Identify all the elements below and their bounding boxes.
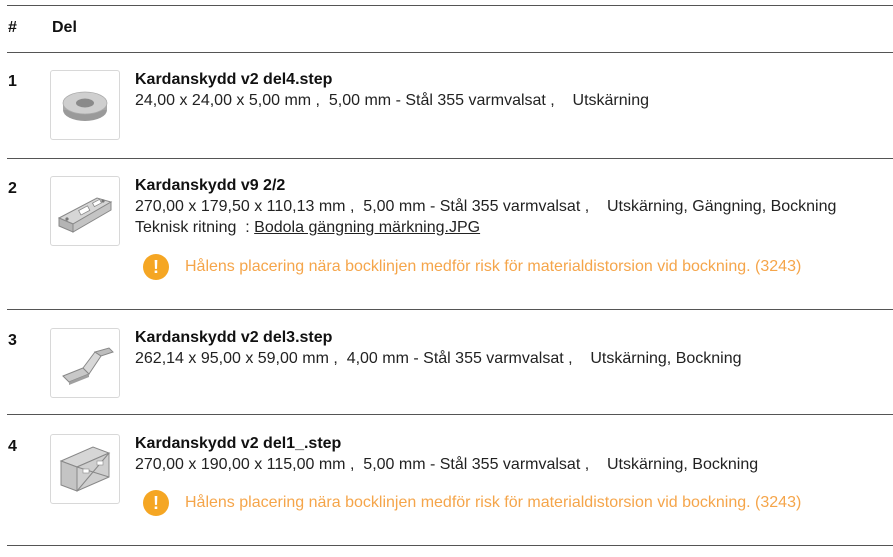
part-thumbnail[interactable] <box>50 434 120 504</box>
part-title: Kardanskydd v2 del1_.step <box>135 435 342 452</box>
part-title: Kardanskydd v2 del3.step <box>135 329 333 346</box>
bracket-part-icon <box>55 338 115 388</box>
part-dimensions: 270,00 x 190,00 x 115,00 mm , <box>135 456 355 473</box>
part-specs <box>135 456 758 474</box>
frame-part-icon <box>53 186 117 236</box>
technical-drawing-label: Teknisk ritning : <box>135 219 250 236</box>
table-top-divider <box>7 5 893 6</box>
warning-icon: ! <box>143 490 169 516</box>
part-thumbnail[interactable] <box>50 70 120 140</box>
part-thumbnail[interactable] <box>50 328 120 398</box>
part-dimensions: 262,14 x 95,00 x 59,00 mm , <box>135 350 338 367</box>
part-specs <box>135 92 649 110</box>
warning-message <box>143 490 801 516</box>
part-material: 5,00 mm - Stål 355 varmvalsat , <box>363 198 590 215</box>
row-divider <box>7 414 893 415</box>
part-material: 4,00 mm - Stål 355 varmvalsat , <box>346 350 573 367</box>
part-title: Kardanskydd v9 2/2 <box>135 177 286 194</box>
column-header-part: Del <box>52 19 77 36</box>
part-material: 5,00 mm - Stål 355 varmvalsat , <box>328 92 555 109</box>
warning-icon: ! <box>143 254 169 280</box>
row-divider <box>7 309 893 310</box>
warning-message <box>143 254 801 280</box>
column-header-number: # <box>8 19 17 36</box>
part-operations: Utskärning <box>572 92 650 109</box>
header-divider <box>7 52 893 53</box>
part-operations: Utskärning, Bockning <box>590 350 742 367</box>
row-number: 1 <box>8 73 17 90</box>
row-number: 4 <box>8 438 17 455</box>
row-number: 2 <box>8 180 17 197</box>
row-divider <box>7 545 893 546</box>
part-operations: Utskärning, Gängning, Bockning <box>606 198 837 215</box>
row-divider <box>7 158 893 159</box>
washer-part-icon <box>55 75 115 135</box>
part-title: Kardanskydd v2 del4.step <box>135 71 333 88</box>
technical-drawing-line <box>135 219 480 237</box>
frame-part-icon <box>53 439 117 499</box>
technical-drawing-link[interactable]: Bodola gängning märkning.JPG <box>254 219 481 236</box>
warning-text: Hålens placering nära bocklinjen medför risk för materialdistorsion vid bockning. (3243) <box>185 494 802 511</box>
part-material: 5,00 mm - Stål 355 varmvalsat , <box>363 456 590 473</box>
part-specs <box>135 350 742 368</box>
part-operations: Utskärning, Bockning <box>606 456 759 473</box>
part-thumbnail[interactable] <box>50 176 120 246</box>
part-dimensions: 24,00 x 24,00 x 5,00 mm , <box>135 92 320 109</box>
row-number: 3 <box>8 332 17 349</box>
warning-text: Hålens placering nära bocklinjen medför risk för materialdistorsion vid bockning. (3243) <box>185 258 802 275</box>
part-dimensions: 270,00 x 179,50 x 110,13 mm , <box>135 198 355 215</box>
part-specs <box>135 198 836 216</box>
